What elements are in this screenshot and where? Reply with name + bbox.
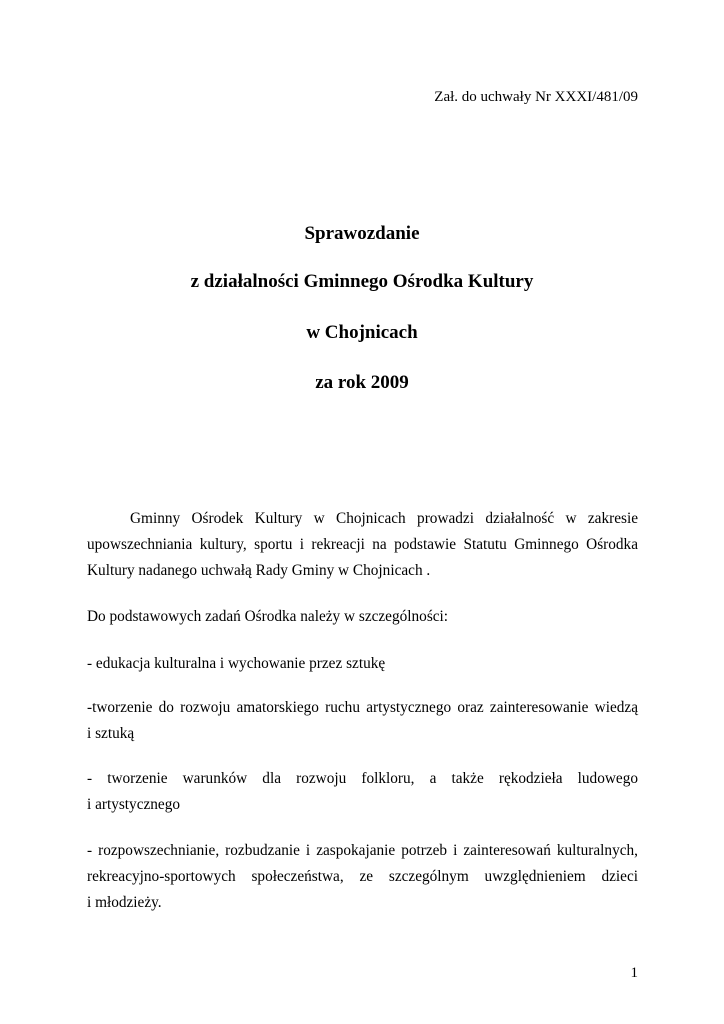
list-item xyxy=(87,766,638,818)
report-title: Sprawozdanie xyxy=(304,223,420,244)
intro-paragraph xyxy=(87,506,638,584)
intro-line: Kultury nadanego uchwałą Rady Gminy w Chojnicach . xyxy=(87,562,431,579)
list-item-line: - edukacja kulturalna i wychowanie przez sztukę xyxy=(87,655,386,672)
list-item-line: i sztuką xyxy=(87,725,135,742)
list-item-line: rekreacyjno-sportowych społeczeństwa, ze szczególnym uwzględnieniem dzieci xyxy=(87,868,638,885)
list-item-line: -tworzenie do rozwoju amatorskiego ruchu artystycznego oraz zainteresowanie wiedzą xyxy=(87,699,638,716)
list-item-line: i młodzieży. xyxy=(87,894,162,911)
list-item xyxy=(87,695,638,747)
list-item xyxy=(87,651,638,677)
list-item-line: i artystycznego xyxy=(87,796,181,813)
intro-line: Gminny Ośrodek Kultury w Chojnicach prowadzi działalność w zakresie xyxy=(130,510,638,527)
page-number: 1 xyxy=(630,965,638,981)
list-item-line: - tworzenie warunków dla rozwoju folkloru, a także rękodzieła ludowego xyxy=(87,770,638,787)
attachment-note: Zał. do uchwały Nr XXXI/481/09 xyxy=(434,89,638,105)
report-subtitle-organization: z działalności Gminnego Ośrodka Kultury xyxy=(190,271,534,292)
list-item-line: - rozpowszechnianie, rozbudzanie i zaspokajanie potrzeb i zainteresowań kulturalnych, xyxy=(87,842,638,859)
tasks-heading xyxy=(87,604,638,630)
tasks-heading-text: Do podstawowych zadań Ośrodka należy w szczególności: xyxy=(87,608,449,625)
list-item xyxy=(87,838,638,916)
report-subtitle-year: za rok 2009 xyxy=(315,372,409,393)
intro-line: upowszechniania kultury, sportu i rekreacji na podstawie Statutu Gminnego Ośrodka xyxy=(87,536,638,553)
report-subtitle-location: w Chojnicach xyxy=(306,322,418,343)
